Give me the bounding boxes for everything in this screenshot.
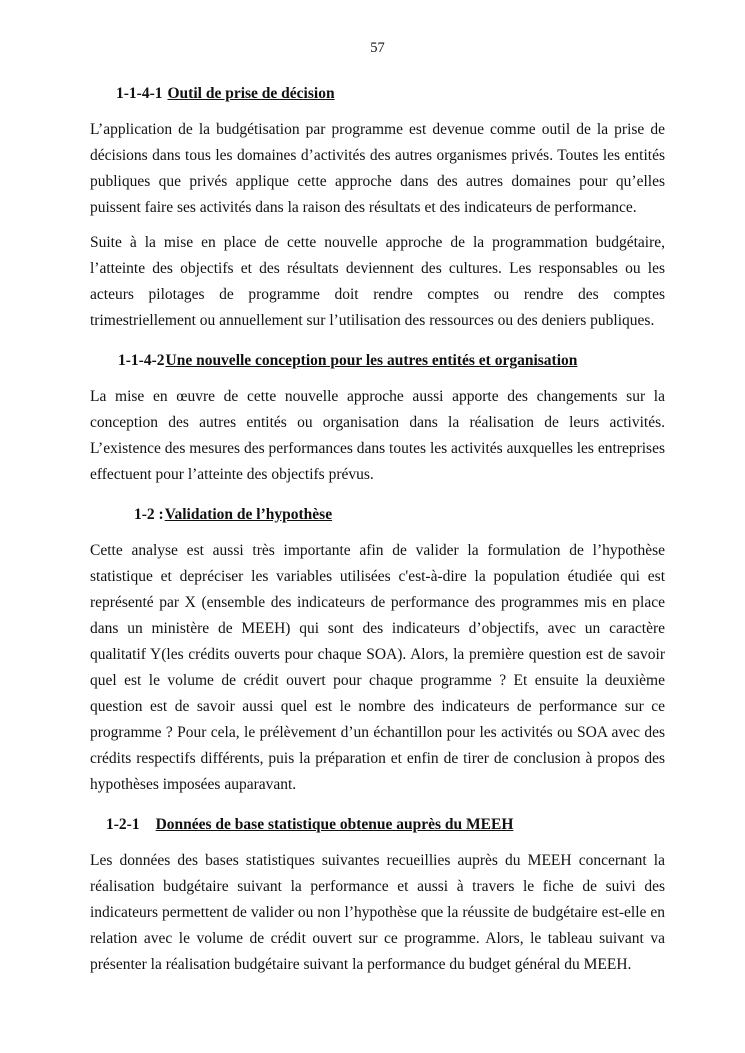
heading-title: Validation de l’hypothèse	[164, 506, 333, 523]
paragraph: Les données des bases statistiques suivantes recueillies auprès du MEEH concernant la réalisation budgétaire suivant la performance et aussi à travers le fiche de suivi des indicateurs permettent de valider ou non l’hypothèse que la réussite de budgétaire est-elle en relation avec le volume de crédit ouvert sur ce programme. Alors, le tableau suivant va présenter la réalisation budgétaire suivant la performance du budget général du MEEH.	[90, 852, 665, 973]
heading-number: 1-1-4-1	[116, 85, 163, 102]
paragraph: Suite à la mise en place de cette nouvelle approche de la programmation budgétaire, l’atteinte des objectifs et des résultats deviennent des cultures. Les responsables ou les acteurs pilotages de programme doit rendre comptes ou rendre des comptes trimestriellement ou annuellement sur l’utilisation des ressources ou des deniers publiques.	[90, 234, 665, 329]
page-number: 57	[370, 40, 385, 56]
section-heading-une-nouvelle-conception	[90, 348, 665, 374]
heading-number: 1-2-1	[106, 816, 140, 833]
heading-title: Données de base statistique obtenue auprès du MEEH	[155, 816, 514, 833]
heading-title: Outil de prise de décision	[167, 85, 335, 102]
section-heading-donnees-de-base-statistique	[90, 812, 665, 838]
heading-number: 1-1-4-2	[118, 352, 165, 369]
paragraph: La mise en œuvre de cette nouvelle approche aussi apporte des changements sur la conception des autres entités ou organisation dans la réalisation de leurs activités. L’existence des mesures des performances dans toutes les activités auxquelles les entreprises effectuent pour l’atteinte des objectifs prévus.	[90, 388, 665, 483]
paragraph: Cette analyse est aussi très importante afin de valider la formulation de l’hypothèse statistique et depréciser les variables utilisées c'est-à-dire la population étudiée qui est représenté par X (ensemble des indicateurs de performance des programmes mis en place dans un ministère de MEEH) qui sont des indicateurs d’objectifs, avec un caractère qualitatif Y(les crédits ouverts pour chaque SOA). Alors, la première question est de savoir quel est le volume de crédit ouvert pour chaque programme ? Et ensuite la deuxième question est de savoir aussi quel est le nombre des indicateurs de performance sur ce programme ? Pour cela, le prélèvement d’un échantillon pour les activités ou SOA avec des crédits respectifs différents, puis la préparation et enfin de tirer de conclusion à propos des hypothèses imposées auparavant.	[90, 542, 665, 793]
section-heading-outil-de-prise-de-decision	[90, 81, 665, 107]
heading-title: Une nouvelle conception pour les autres entités et organisation	[165, 352, 578, 369]
heading-number: 1-2 :	[134, 506, 164, 523]
section-heading-validation-de-l-hypothese	[90, 502, 665, 528]
paragraph: L’application de la budgétisation par programme est devenue comme outil de la prise de décisions dans tous les domaines d’activités des autres organismes privés. Toutes les entités publiques que privés applique cette approche dans des autres domaines pour qu’elles puissent faire ses activités dans la raison des résultats et des indicateurs de performance.	[90, 121, 665, 216]
